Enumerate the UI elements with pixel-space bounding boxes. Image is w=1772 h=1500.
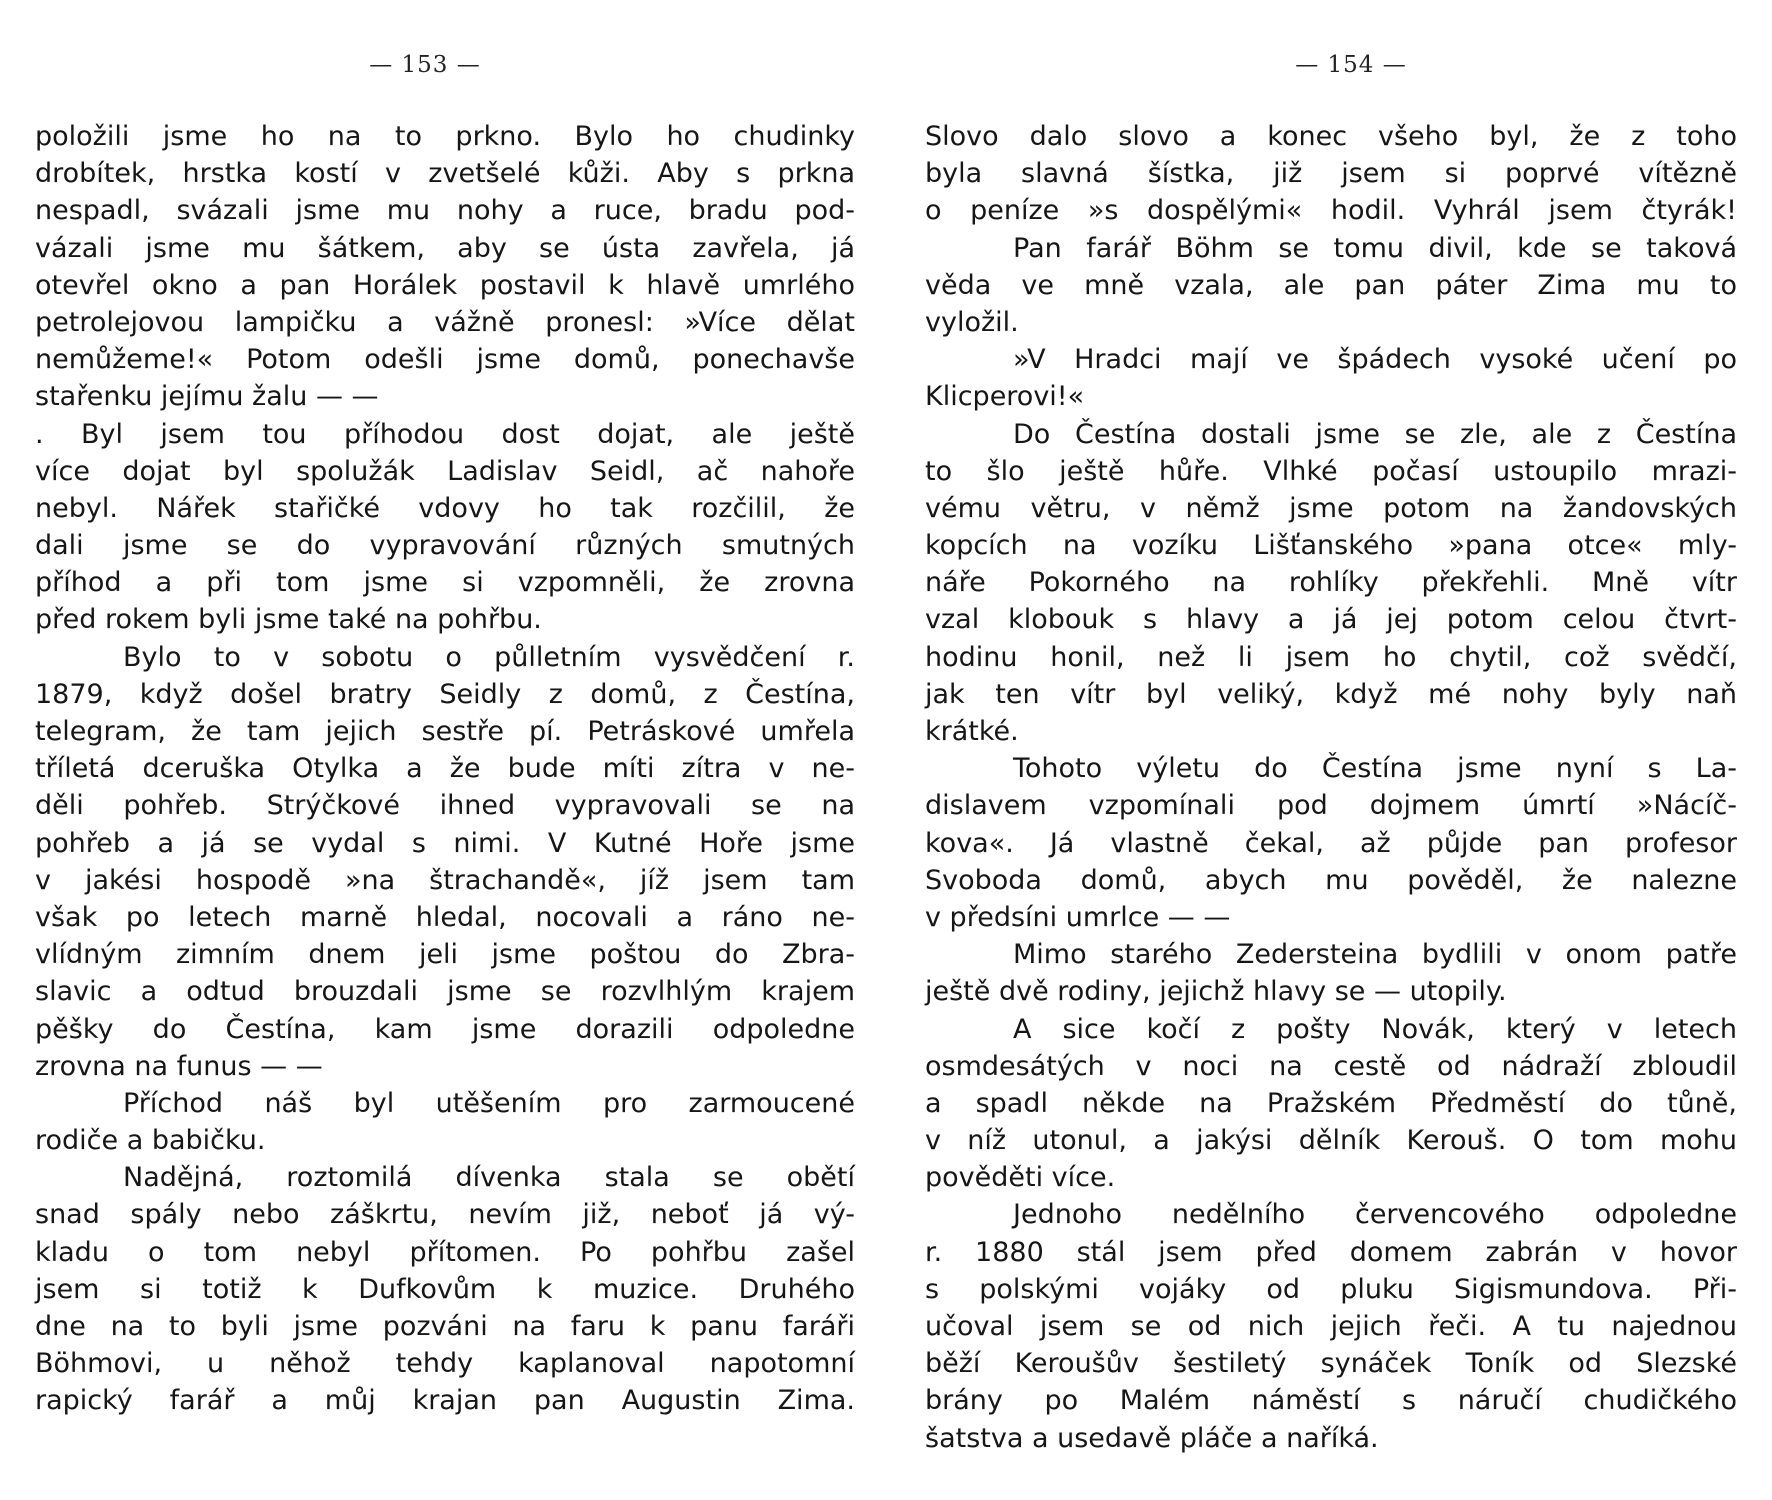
text-line: Slovo dalo slovo a konec všeho byl, že z toho xyxy=(925,121,1737,152)
text-line: dne na to byli jsme pozváni na faru k panu faráři xyxy=(35,1311,855,1342)
text-line: v předsíni umrlce — — xyxy=(925,901,1231,933)
text-line: krátké. xyxy=(925,716,1019,747)
text-line: před rokem byli jsme také na pohřbu. xyxy=(35,604,542,636)
text-line: nespadl, svázali jsme mu nohy a ruce, bradu pod- xyxy=(35,195,855,227)
text-line: osmdesátých v noci na cestě od nádraží zbloudil xyxy=(925,1050,1737,1082)
text-line: jak ten vítr byl veliký, když mé nohy byly naň xyxy=(925,678,1737,710)
text-line: kopcích na vozíku Lišťanského »pana otce« mly- xyxy=(925,530,1737,562)
text-line: dali jsme se do vypravování různých smutných xyxy=(35,530,855,562)
text-line: telegram, že tam jejich sestře pí. Petráskové umřela xyxy=(35,716,855,747)
page-text xyxy=(35,118,855,1420)
text-line: to šlo ještě hůře. Vlhké počasí ustoupilo mrazi- xyxy=(925,455,1737,487)
text-line: vzal klobouk s hlavy a já jej potom celou čtvrt- xyxy=(925,604,1737,636)
text-line: A sice kočí z pošty Novák, který v letech xyxy=(1013,1013,1737,1045)
text-line: slavic a odtud brouzdali jsme se rozvlhlým krajem xyxy=(35,976,855,1008)
text-line: otevřel okno a pan Horálek postavil k hlavě umrlého xyxy=(35,269,855,301)
text-line: Do Čestína dostali jsme se zle, ale z Čestína xyxy=(1013,418,1737,450)
text-line: jsem si totiž k Dufkovům k muzice. Druhého xyxy=(35,1273,855,1305)
text-line: vázali jsme mu šátkem, aby se ústa zavřela, já xyxy=(35,232,855,264)
text-line: v jakési hospodě »na štrachandě«, jíž jsem tam xyxy=(35,864,855,896)
text-line: stařenku jejímu žalu — — xyxy=(35,381,379,413)
text-line: Nadějná, roztomilá dívenka stala se obětí xyxy=(123,1162,855,1194)
page-text xyxy=(925,118,1737,1457)
text-line: děli pohřeb. Strýčkové ihned vypravovali se na xyxy=(35,790,855,822)
text-line: však po letech marně hledal, nocovali a ráno ne- xyxy=(35,901,855,933)
text-line: nebyl. Nářek stařičké vdovy ho tak rozčilil, že xyxy=(35,492,855,524)
text-line: šatstva a usedavě pláče a naříká. xyxy=(925,1422,1379,1454)
text-line: tříletá dceruška Otylka a že bude míti zítra v ne- xyxy=(35,753,855,785)
text-line: učoval jsem se od nich jejich řeči. A tu najednou xyxy=(925,1311,1737,1342)
text-line: vlídným zimním dnem jeli jsme poštou do Zbra- xyxy=(35,939,855,971)
text-line: Příchod náš byl utěšením pro zarmoucené xyxy=(123,1087,855,1119)
text-line: brány po Malém náměstí s náručí chudičkého xyxy=(925,1385,1737,1417)
text-line: pohřeb a já se vydal s nimi. V Kutné Hoře jsme xyxy=(35,827,855,859)
text-line: nemůžeme!« Potom odešli jsme domů, ponechavše xyxy=(35,344,855,376)
text-line: položili jsme ho na to prkno. Bylo ho chudinky xyxy=(35,121,855,152)
text-line: a spadl někde na Pražském Předměstí do tůně, xyxy=(925,1087,1737,1119)
page-number: — 154 — xyxy=(1295,52,1407,78)
text-line: Tohoto výletu do Čestína jsme nyní s La- xyxy=(1013,753,1737,785)
text-line: příhod a při tom jsme si vzpomněli, že zrovna xyxy=(35,567,855,599)
text-line: v níž utonul, a jakýsi dělník Kerouš. O tom mohu xyxy=(925,1125,1737,1157)
text-line: vému větru, v němž jsme potom na žandovských xyxy=(925,492,1737,524)
text-line: více dojat byl spolužák Ladislav Seidl, ač nahoře xyxy=(35,455,855,487)
text-line: petrolejovou lampičku a vážně pronesl: »Více dělat xyxy=(35,306,855,338)
left-page xyxy=(35,0,855,1500)
text-line: . Byl jsem tou příhodou dost dojat, ale ještě xyxy=(35,418,855,450)
text-line: pověděti více. xyxy=(925,1162,1116,1194)
text-line: zrovna na funus — — xyxy=(35,1050,323,1082)
text-line: pěšky do Čestína, kam jsme dorazili odpoledne xyxy=(35,1013,855,1045)
text-line: kova«. Já vlastně čekal, až půjde pan profesor xyxy=(925,827,1737,859)
text-line: náře Pokorného na rohlíky překřehli. Mně vítr xyxy=(925,567,1737,599)
text-line: 1879, když došel bratry Seidly z domů, z Čestína, xyxy=(35,678,855,710)
text-line: Svoboda domů, abych mu pověděl, že nalezne xyxy=(925,864,1737,896)
text-line: Mimo starého Zedersteina bydlili v onom patře xyxy=(1013,939,1737,971)
text-line: kladu o tom nebyl přítomen. Po pohřbu zašel xyxy=(35,1236,855,1268)
text-line: hodinu honil, než li jsem ho chytil, což svědčí, xyxy=(925,641,1737,673)
text-line: rodiče a babičku. xyxy=(35,1125,266,1157)
right-page xyxy=(925,0,1737,1500)
text-line: Jednoho nedělního červencového odpoledne xyxy=(1013,1199,1737,1231)
text-line: drobítek, hrstka kostí v zvetšelé kůži. Aby s prkna xyxy=(35,158,855,190)
text-line: Bylo to v sobotu o půlletním vysvědčení r. xyxy=(123,641,855,673)
text-line: »V Hradci mají ve špádech vysoké učení po xyxy=(1013,344,1737,376)
text-line: dislavem vzpomínali pod dojmem úmrtí »Nácíč- xyxy=(925,790,1737,822)
text-line: byla slavná šístka, již jsem si poprvé vítězně xyxy=(925,158,1737,190)
text-line: r. 1880 stál jsem před domem zabrán v hovor xyxy=(925,1236,1737,1268)
page-number: — 153 — xyxy=(369,52,481,78)
text-line: s polskými vojáky od pluku Sigismundova. Při- xyxy=(925,1273,1737,1305)
text-line: Böhmovi, u něhož tehdy kaplanoval napotomní xyxy=(35,1348,855,1380)
text-line: běží Keroušův šestiletý synáček Toník od Slezské xyxy=(925,1348,1737,1380)
text-line: Klicperovi!« xyxy=(925,381,1085,413)
text-line: ještě dvě rodiny, jejichž hlavy se — utopily. xyxy=(925,976,1507,1008)
text-line: Pan farář Böhm se tomu divil, kde se taková xyxy=(1013,232,1737,264)
text-line: věda ve mně vzala, ale pan páter Zima mu to xyxy=(925,269,1737,301)
text-line: rapický farář a můj krajan pan Augustin Zima. xyxy=(35,1385,855,1417)
text-line: vyložil. xyxy=(925,306,1019,338)
text-line: o peníze »s dospělými« hodil. Vyhrál jsem čtyrák! xyxy=(925,195,1737,227)
text-line: snad spály nebo záškrtu, nevím již, neboť já vý- xyxy=(35,1199,855,1231)
